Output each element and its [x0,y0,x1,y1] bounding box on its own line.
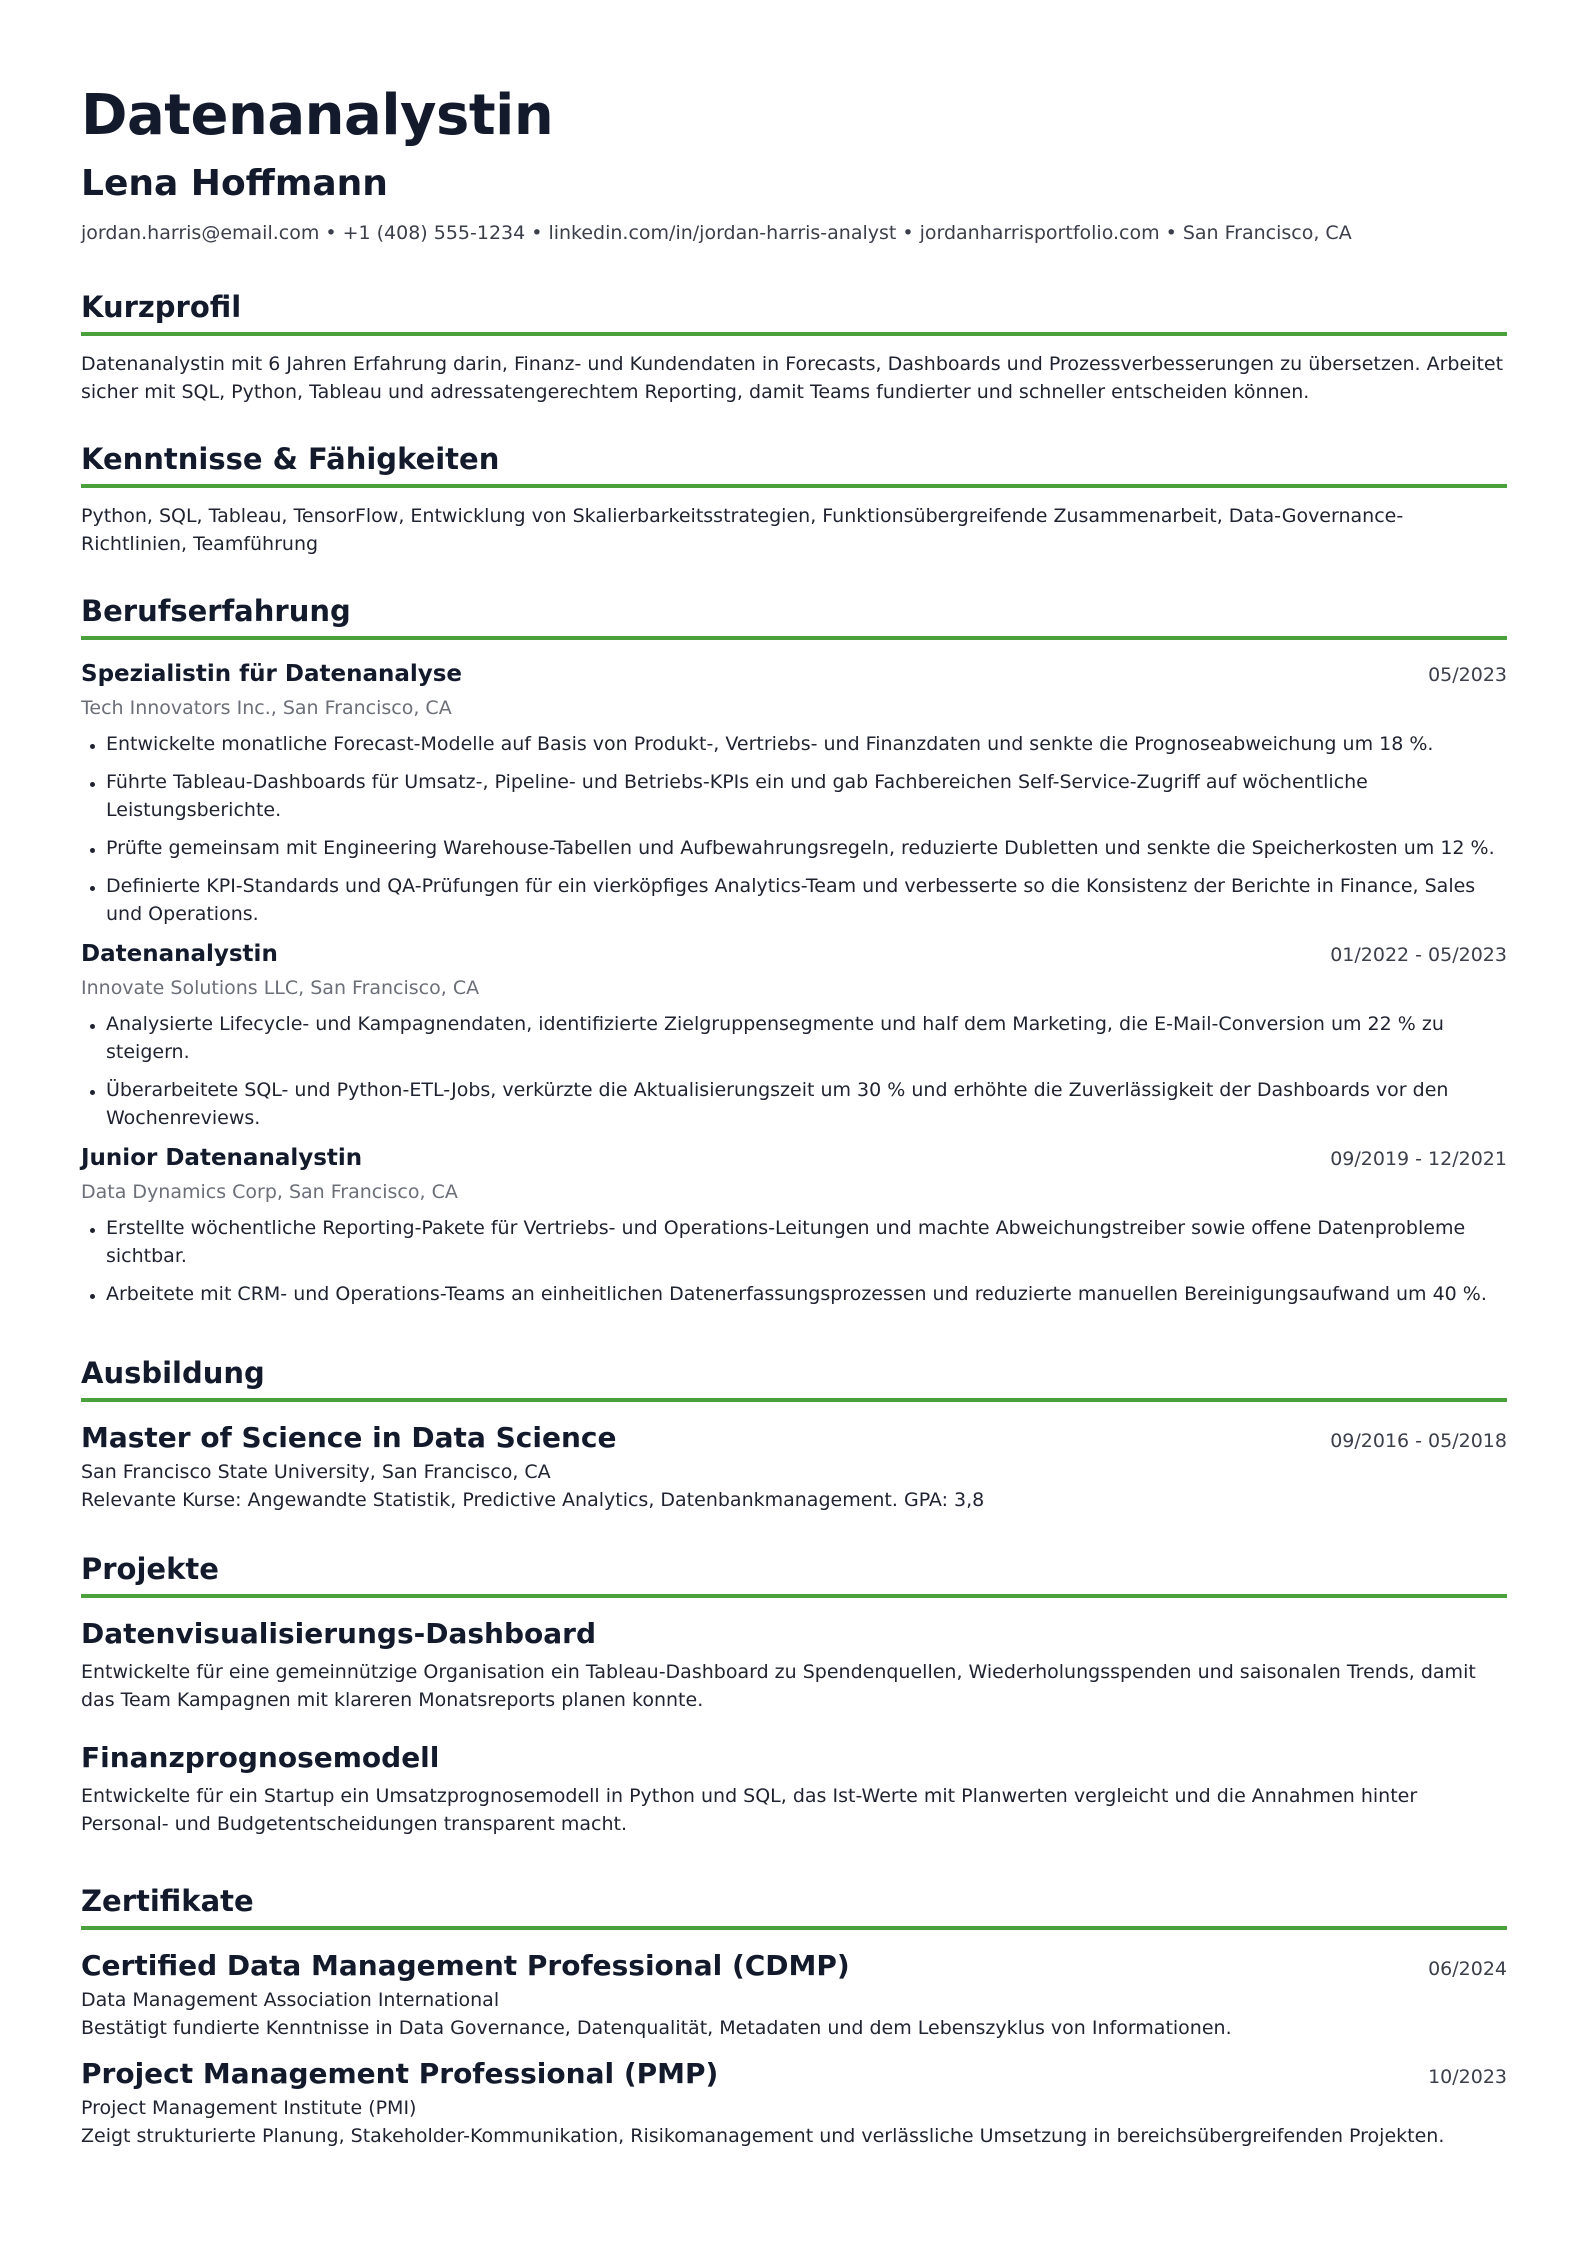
contact-separator: • [1165,222,1177,244]
job-entry [81,658,1507,928]
job-date: 05/2023 [1428,664,1507,686]
contact-email[interactable]: jordan.harris@email.com [81,222,320,244]
contact-phone: +1 (408) 555-1234 [342,222,526,244]
degree-title: Master of Science in Data Science [81,1421,617,1454]
job-date: 09/2019 - 12/2021 [1330,1148,1507,1170]
job-company: Innovate Solutions LLC, San Francisco, CA [81,977,480,999]
list-item: Arbeitete mit CRM- und Operations-Teams an einheitlichen Datenerfassungsprozessen und reduzierte manuellen Bereinigungsaufwand um 40 %. [81,1280,1507,1308]
contact-separator: • [325,222,337,244]
section-heading: Ausbildung [81,1354,1507,1402]
job-title: Junior Datenanalystin [81,1145,363,1171]
section-heading: Kurzprofil [81,288,1507,336]
project-text: Entwickelte für eine gemeinnützige Organisation ein Tableau-Dashboard zu Spendenquellen, Wiederholungsspenden und saisonalen Trends, damit das Team Kampagnen mit klareren Monatsreports planen konnte. [81,1661,1476,1711]
contact-separator: • [902,222,914,244]
list-item: Erstellte wöchentliche Reporting-Pakete für Vertriebs- und Operations-Leitungen und machte Abweichungstreiber sowie offene Datenprobleme sichtbar. [81,1214,1507,1270]
experience-section [81,592,1507,1308]
skills-text: Python, SQL, Tableau, TensorFlow, Entwicklung von Skalierbarkeitsstrategien, Funktionsübergreifende Zusammenarbeit, Data-Governance-Richtlinien, Teamführung [81,505,1404,555]
project-entry [81,1616,1507,1714]
project-entry [81,1740,1507,1838]
list-item: Prüfte gemeinsam mit Engineering Warehouse-Tabellen und Aufbewahrungsregeln, reduzierte Dubletten und senkte die Speicherkosten um 12 %. [81,834,1507,862]
contact-separator: • [531,222,543,244]
job-entry [81,1142,1507,1308]
contact-location: San Francisco, CA [1182,222,1352,244]
contact-linkedin[interactable]: linkedin.com/in/jordan-harris-analyst [548,222,897,244]
section-heading: Zertifikate [81,1882,1507,1930]
certificate-issuer: Project Management Institute (PMI) [81,2097,417,2119]
school-name: San Francisco State University, San Francisco, CA [81,1461,551,1483]
certificate-date: 06/2024 [1428,1958,1507,1980]
certificate-text: Bestätigt fundierte Kenntnisse in Data Governance, Datenqualität, Metadaten und dem Lebenszyklus von Informationen. [81,2017,1232,2039]
project-title: Finanzprognosemodell [81,1741,440,1774]
certificates-section [81,1882,1507,2150]
certificate-text: Zeigt strukturierte Planung, Stakeholder-Kommunikation, Risikomanagement und verlässliche Umsetzung in bereichsübergreifenden Projekten. [81,2125,1445,2147]
list-item: Entwickelte monatliche Forecast-Modelle auf Basis von Produkt-, Vertriebs- und Finanzdaten und senkte die Prognoseabweichung um 18 %. [81,730,1507,758]
profile-section [81,288,1507,406]
education-section [81,1354,1507,1514]
section-heading: Projekte [81,1550,1507,1598]
education-date: 09/2016 - 05/2018 [1330,1430,1507,1452]
contact-portfolio[interactable]: jordanharrisportfolio.com [919,222,1160,244]
projects-section [81,1550,1507,1838]
project-text: Entwickelte für ein Startup ein Umsatzprognosemodell in Python und SQL, das Ist-Werte mit Planwerten vergleicht und die Annahmen hinter Personal- und Budgetentscheidungen transparent macht. [81,1785,1418,1835]
certificate-title: Certified Data Management Professional (CDMP) [81,1949,850,1982]
certificate-entry [81,1948,1507,2042]
list-item: Überarbeitete SQL- und Python-ETL-Jobs, verkürzte die Aktualisierungszeit um 30 % und erhöhte die Zuverlässigkeit der Dashboards vor den Wochenreviews. [81,1076,1507,1132]
job-entry [81,938,1507,1132]
document-title: Datenanalystin [81,83,554,148]
job-company: Tech Innovators Inc., San Francisco, CA [81,697,452,719]
certificate-entry [81,2056,1507,2150]
job-bullets [81,1214,1507,1308]
section-heading: Berufserfahrung [81,592,1507,640]
person-name: Lena Hoffmann [81,163,388,204]
certificate-date: 10/2023 [1428,2066,1507,2088]
education-details: Relevante Kurse: Angewandte Statistik, Predictive Analytics, Datenbankmanagement. GPA: 3,8 [81,1489,985,1511]
job-bullets [81,730,1507,928]
list-item: Analysierte Lifecycle- und Kampagnendaten, identifizierte Zielgruppensegmente und half dem Marketing, die E-Mail-Conversion um 22 % zu steigern. [81,1010,1507,1066]
contact-line [81,220,1507,246]
job-date: 01/2022 - 05/2023 [1330,944,1507,966]
certificate-issuer: Data Management Association International [81,1989,500,2011]
job-bullets [81,1010,1507,1132]
list-item: Führte Tableau-Dashboards für Umsatz-, Pipeline- und Betriebs-KPIs ein und gab Fachbereichen Self-Service-Zugriff auf wöchentliche Leistungsberichte. [81,768,1507,824]
certificate-title: Project Management Professional (PMP) [81,2057,719,2090]
profile-text: Datenanalystin mit 6 Jahren Erfahrung darin, Finanz- und Kundendaten in Forecasts, Dashboards und Prozessverbesserungen zu übersetzen. Arbeitet sicher mit SQL, Python, Tableau und adressatengerechtem Reporting, damit Teams fundierter und schneller entscheiden können. [81,353,1504,403]
project-title: Datenvisualisierungs-Dashboard [81,1617,597,1650]
job-company: Data Dynamics Corp, San Francisco, CA [81,1181,458,1203]
skills-section [81,440,1507,558]
job-title: Datenanalystin [81,941,278,967]
section-heading: Kenntnisse & Fähigkeiten [81,440,1507,488]
list-item: Definierte KPI-Standards und QA-Prüfungen für ein vierköpfiges Analytics-Team und verbesserte so die Konsistenz der Berichte in Finance, Sales und Operations. [81,872,1507,928]
job-title: Spezialistin für Datenanalyse [81,661,463,687]
education-entry [81,1420,1507,1514]
